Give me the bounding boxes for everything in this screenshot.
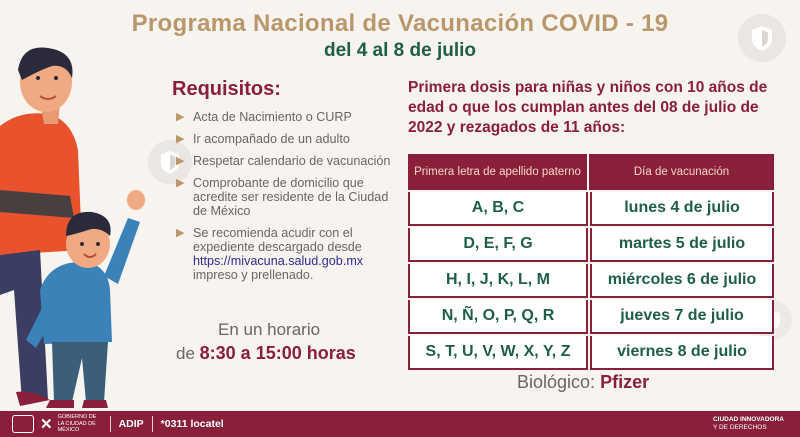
table-row	[408, 264, 774, 298]
first-dose-description: Primera dosis para niñas y niños con 10 años de edad o que los cumplan antes del 08 de julio de 2022 y rezagados de 11 años:	[408, 79, 768, 136]
letters-cell: S, T, U, V, W, X, Y, Z	[408, 336, 588, 370]
footer-slogan: CIUDAD INNOVADORA Y DE DERECHOS	[712, 416, 784, 431]
letters-cell: D, E, F, G	[408, 228, 588, 262]
locatel-label: *0311 locatel	[160, 418, 224, 430]
arrow-bullet-icon: ▶	[176, 111, 185, 123]
day-cell: miércoles 6 de julio	[590, 264, 774, 298]
letters-cell: N, Ñ, O, P, Q, R	[408, 300, 588, 334]
vaccine-name: Pfizer	[600, 372, 650, 392]
table-row	[408, 228, 774, 262]
schedule-hours-label: En un horario	[218, 320, 321, 339]
arrow-bullet-icon: ▶	[176, 227, 185, 239]
mivacuna-link[interactable]: https://mivacuna.salud.gob.mx	[193, 254, 364, 268]
letters-cell: A, B, C	[408, 192, 588, 226]
letters-cell: H, I, J, K, L, M	[408, 264, 588, 298]
day-cell: lunes 4 de julio	[590, 192, 774, 226]
page-subtitle: del 4 al 8 de julio	[323, 40, 477, 61]
arrow-bullet-icon: ▶	[176, 133, 185, 145]
list-item: ▶ Comprobante de domicilio que acredite ser residente de la Ciudad de México	[176, 176, 389, 218]
day-cell: martes 5 de julio	[590, 228, 774, 262]
list-item: ▶ Acta de Nacimiento o CURP	[176, 110, 352, 124]
table-row	[408, 300, 774, 334]
day-cell: viernes 8 de julio	[590, 336, 774, 370]
divider	[152, 416, 153, 432]
requirements-title: Requisitos:	[172, 78, 281, 100]
requirement-text: Se recomienda acudir con el expediente descargado desde	[193, 226, 362, 254]
table-row	[408, 336, 774, 370]
hours-value: 8:30 a 15:00 horas	[199, 343, 356, 363]
vaccination-schedule-table	[408, 154, 774, 370]
list-item: ▶ Ir acompañado de un adulto	[176, 132, 350, 146]
header-day: Día de vacunación	[633, 165, 730, 178]
adult-child-illustration	[0, 40, 160, 412]
day-cell: jueves 7 de julio	[590, 300, 774, 334]
government-label: GOBIERNO DE LA CIUDAD DE MÉXICO	[57, 414, 97, 434]
requirements-list	[176, 110, 396, 290]
footer-bar	[0, 411, 800, 437]
arrow-bullet-icon: ▶	[176, 155, 185, 167]
arrow-bullet-icon: ▶	[176, 177, 185, 189]
header-letter: Primera letra de apellido paterno	[408, 154, 589, 190]
list-item: ▶ Respetar calendario de vacunación	[176, 154, 391, 168]
divider	[110, 416, 111, 432]
table-header	[408, 154, 774, 190]
schedule-hours: de 8:30 a 15:00 horas	[176, 343, 356, 363]
adip-label: ADIP	[118, 418, 144, 430]
cdmx-logo-icon	[12, 415, 34, 433]
requirement-tail: impreso y prellenado.	[193, 268, 314, 282]
cdmx-x-icon: ✕	[40, 416, 53, 433]
table-row	[408, 192, 774, 226]
list-item	[176, 226, 396, 282]
page-title: Programa Nacional de Vacunación COVID - 19	[131, 10, 669, 37]
biologic-info: Biológico: Pfizer	[517, 372, 650, 392]
